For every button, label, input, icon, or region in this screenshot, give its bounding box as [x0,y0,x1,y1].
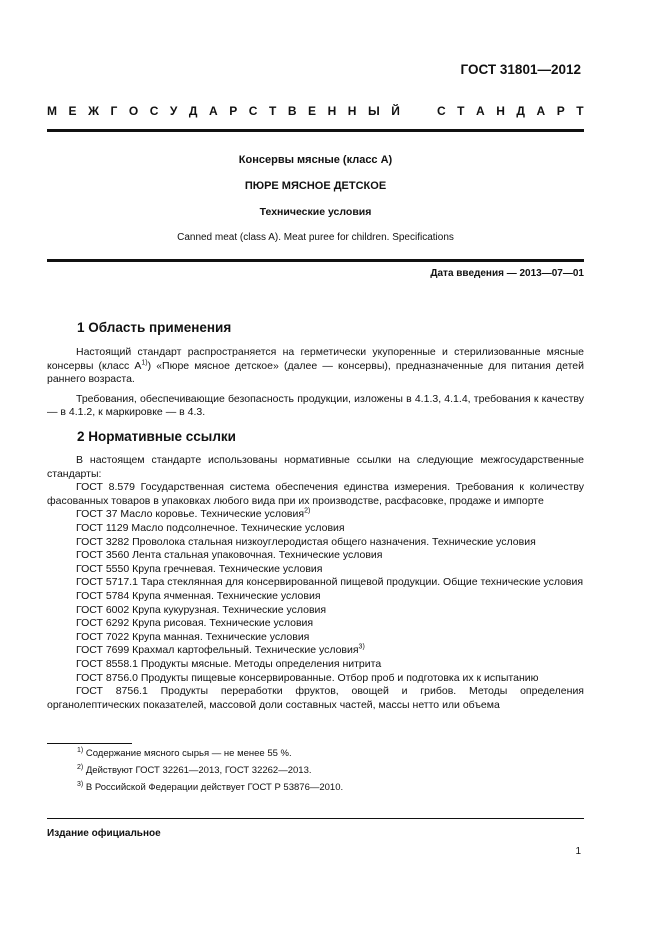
reference-text: ГОСТ 5717.1 Тара стеклянная для консервированной пищевой продукции. Общие технические условия [76,576,584,589]
footnote-item [77,765,584,781]
reference-text: ГОСТ 6002 Крупа кукурузная. Технические условия [76,603,327,616]
heading-letter: Н [327,104,337,118]
reference-item [47,522,584,536]
heading-letter: С [248,104,258,118]
reference-item [47,672,584,686]
heading-letter: Д [188,104,198,118]
section-2-intro: В настоящем стандарте использованы нормативные ссылки на следующие межгосударственные стандарты: [47,454,584,480]
reference-text: ГОСТ 8756.0 Продукты пищевые консервированные. Отбор проб и подготовка их к испытанию [76,671,539,684]
heading-letter: Н [496,104,505,118]
edition-label: Издание официальное [47,828,161,839]
reference-item [47,563,584,577]
reference-text: ГОСТ 5784 Крупа ячменная. Технические условия [76,589,321,602]
heading-letter: Д [516,104,525,118]
footnote-mark: 2) [77,763,84,771]
top-rule [47,129,584,132]
reference-item [47,631,584,645]
references-list [47,481,584,712]
reference-text: ГОСТ 8558.1 Продукты мясные. Методы определения нитрита [76,657,382,670]
footer-rule [47,818,584,819]
title-line-1: Консервы мясные (класс А) [238,154,393,166]
reference-item [47,481,584,508]
heading-letter: Й [391,104,400,118]
section-2-body [47,454,584,712]
reference-item [47,644,584,658]
reference-item [47,590,584,604]
para-text: ) «Пюре мясное детское» (далее — консервы), предназначенные для питания детей раннего возраста. [47,359,584,386]
heading-letter: Т [457,104,465,118]
reference-text: ГОСТ 8756.1 Продукты переработки фруктов, овощей и грибов. Методы определения органолептических показателей, массовой доли составных частей, массы нетто или объема [47,685,584,711]
reference-item [47,508,584,522]
heading-letter: Г [110,104,118,118]
heading-letter: А [536,104,546,118]
heading-letter: Ы [367,104,380,118]
reference-item [47,658,584,672]
heading-letter: В [287,104,297,118]
heading-letter: А [208,104,218,118]
interstate-standard-heading [47,104,584,118]
section-1-para-1 [47,346,584,387]
heading-letter: Т [268,104,277,118]
page-number: 1 [575,846,581,857]
footnote-ref: 1) [141,359,148,367]
title-line-3: Технические условия [259,206,372,218]
footnote-rule [47,743,132,744]
english-title: Canned meat (class A). Meat puree for children. Specifications [177,232,454,243]
reference-text: ГОСТ 3282 Проволока стальная низкоуглеродистая общего назначения. Технические условия [76,535,536,548]
heading-letter: С [149,104,159,118]
heading-letter: А [476,104,485,118]
word-gap [411,104,425,118]
heading-letter: У [169,104,178,118]
heading-letter: Т [576,104,584,118]
footnote-mark: 3) [77,780,84,788]
reference-text: ГОСТ 6292 Крупа рисовая. Технические условия [76,617,314,630]
reference-text: ГОСТ 37 Масло коровье. Технические условия [76,508,305,521]
footnote-mark: 1) [77,746,84,754]
heading-letter: Н [347,104,357,118]
footnotes [77,748,584,799]
reference-text: ГОСТ 7022 Крупа манная. Технические условия [76,630,310,643]
reference-text: ГОСТ 3560 Лента стальная упаковочная. Технические условия [76,549,383,562]
section-1-body [47,346,584,420]
reference-item [47,536,584,550]
effective-date: Дата введения — 2013—07—01 [430,268,584,279]
heading-letter: Е [68,104,77,118]
footnote-text: Действуют ГОСТ 32261—2013, ГОСТ 32262—2013. [85,765,312,776]
heading-letter: Ж [88,104,99,118]
gost-number: ГОСТ 31801—2012 [460,62,581,77]
footnote-item [77,782,584,798]
reference-item [47,617,584,631]
reference-item [47,549,584,563]
reference-text: ГОСТ 1129 Масло подсолнечное. Технические условия [76,521,345,534]
footnote-ref: 3) [358,643,365,651]
reference-item [47,685,584,712]
heading-letter: Р [556,104,565,118]
reference-text: ГОСТ 5550 Крупа гречневая. Технические условия [76,562,323,575]
para-text: Настоящий стандарт распространяется на герметически укупоренные и стерилизованные мясные консервы (класс А [47,346,584,372]
heading-letter: О [128,104,139,118]
heading-letter: Е [308,104,317,118]
footnote-item [77,748,584,764]
title-line-2: ПЮРЕ МЯСНОЕ ДЕТСКОЕ [244,180,387,192]
heading-letter: М [47,104,57,118]
reference-item [47,576,584,590]
footnote-ref: 2) [304,507,311,515]
footnote-text: Содержание мясного сырья — не менее 55 %. [85,748,292,759]
section-2-heading: 2 Нормативные ссылки [77,429,236,444]
section-1-heading: 1 Область применения [77,320,232,335]
footnote-text: В Российской Федерации действует ГОСТ Р 53876—2010. [85,782,344,793]
section-1-para-2: Требования, обеспечивающие безопасность продукции, изложены в 4.1.3, 4.1.4, требования к качеству — в 4.1.2, к маркировке — в 4.3. [47,392,584,419]
heading-letter: Р [229,104,238,118]
title-rule [47,259,584,262]
reference-item [47,604,584,618]
heading-letter: С [436,104,446,118]
reference-text: ГОСТ 7699 Крахмал картофельный. Технические условия [76,644,359,657]
reference-text: ГОСТ 8.579 Государственная система обеспечения единства измерения. Требования к количеству фасованных товаров в упаковках любого вида при их производстве, расфасовке, продаже и импорте [47,481,584,507]
